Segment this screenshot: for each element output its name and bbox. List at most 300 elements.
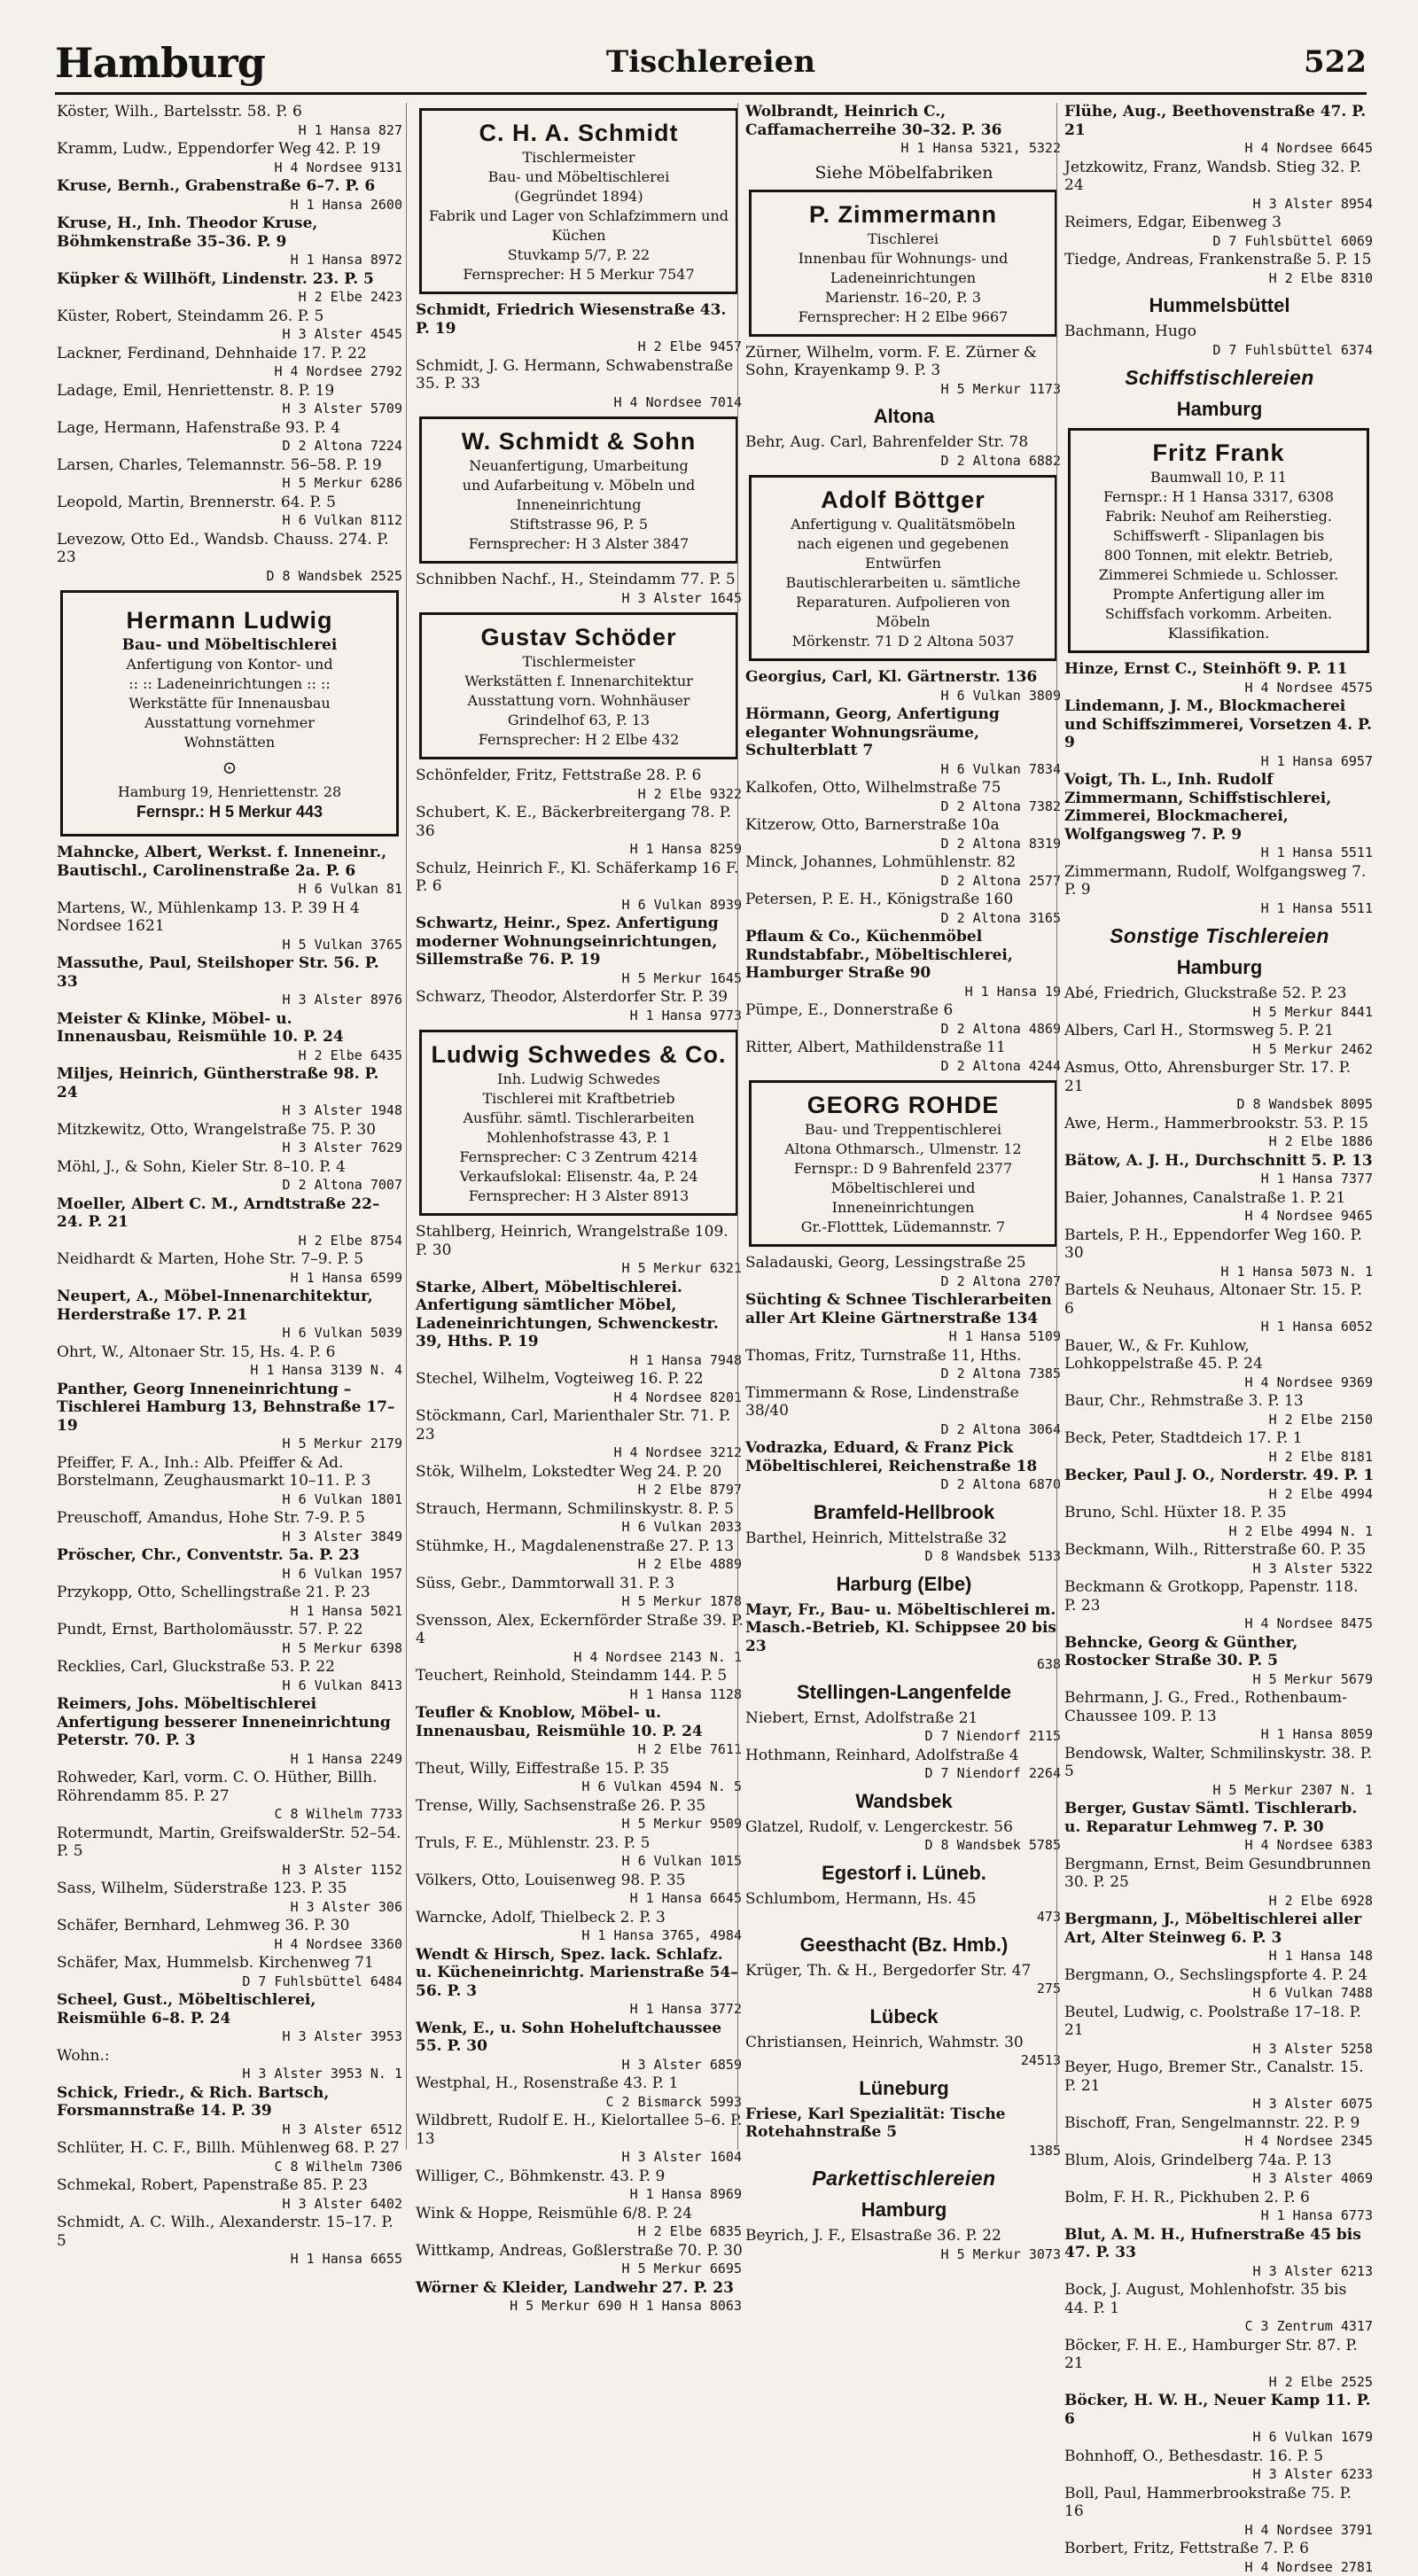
entry-name: Bätow, A. J. H., Durchschnitt 5. P. 13	[1064, 1152, 1375, 1171]
entry-phone: H 2 Elbe 8310	[1064, 269, 1375, 288]
entry-phone: H 6 Vulkan 3809	[745, 687, 1063, 705]
entry-name: Voigt, Th. L., Inh. Rudolf Zimmermann, Schiffstischlerei, Zimmerei, Blockmacherei, Wolfgangsweg 7. P. 9	[1064, 771, 1375, 844]
entry-phone: H 1 Hansa 1128	[416, 1685, 744, 1704]
directory-entry	[1064, 2281, 1375, 2336]
entry-phone: H 4 Nordsee 9369	[1064, 1374, 1375, 1392]
entry-phone: D 2 Altona 7385	[745, 1365, 1063, 1383]
ad-text-line: Fernspr.: D 9 Bahrenfeld 2377	[759, 1159, 1048, 1179]
section-heading: Schiffstischlereien	[1064, 364, 1375, 391]
entry-phone: H 3 Alster 1948	[57, 1101, 404, 1120]
section-heading: Geesthacht (Bz. Hmb.)	[745, 1932, 1063, 1958]
entry-phone: H 2 Elbe 7611	[416, 1740, 744, 1759]
directory-entry	[1064, 1467, 1375, 1503]
entry-name: Stühmke, H., Magdalenenstraße 27. P. 13	[416, 1537, 744, 1556]
entry-phone: D 2 Altona 4244	[745, 1057, 1063, 1076]
ad-text-line: (Gegründet 1894)	[429, 187, 728, 206]
entry-phone: H 5 Merkur 2307 N. 1	[1064, 1781, 1375, 1800]
entry-phone: H 5 Vulkan 3765	[57, 936, 404, 954]
entry-name: Stök, Wilhelm, Lokstedter Weg 24. P. 20	[416, 1463, 744, 1482]
entry-phone: H 3 Alster 6233	[1064, 2465, 1375, 2484]
entry-phone: H 1 Hansa 3139 N. 4	[57, 1361, 404, 1380]
directory-entry	[57, 1621, 404, 1657]
entry-phone: H 6 Vulkan 8112	[57, 511, 404, 530]
entry-name: Wink & Hoppe, Reismühle 6/8. P. 24	[416, 2205, 744, 2223]
ad-text-line: Marienstr. 16–20, P. 3	[759, 288, 1048, 307]
entry-phone: H 3 Alster 6213	[1064, 2262, 1375, 2281]
directory-entry	[57, 844, 404, 899]
entry-phone: H 1 Hansa 8059	[1064, 1725, 1375, 1744]
entry-phone: H 6 Vulkan 1015	[416, 1852, 744, 1871]
entry-phone: D 8 Wandsbek 5785	[745, 1836, 1063, 1855]
entry-name: Scheel, Gust., Möbeltischlerei, Reismühle 6–8. P. 24	[57, 1991, 404, 2027]
entry-phone: D 7 Niendorf 2115	[745, 1727, 1063, 1746]
entry-phone: H 6 Vulkan 1801	[57, 1490, 404, 1509]
entry-name: Beutel, Ludwig, c. Poolstraße 17–18. P. 21	[1064, 2004, 1375, 2040]
entry-name: Schubert, K. E., Bäckerbreitergang 78. P. 36	[416, 804, 744, 840]
entry-name: Kruse, Bernh., Grabenstraße 6–7. P. 6	[57, 177, 404, 196]
entry-name: Larsen, Charles, Telemannstr. 56–58. P. 19	[57, 456, 404, 475]
directory-entry	[745, 1254, 1063, 1290]
entry-phone: H 3 Alster 6859	[416, 2056, 744, 2074]
ad-text-line: Tischlermeister	[429, 148, 728, 167]
ad-text-line: Fernsprecher: H 3 Alster 3847	[429, 534, 728, 554]
entry-name: Zürner, Wilhelm, vorm. F. E. Zürner & Sohn, Krayenkamp 9. P. 3	[745, 344, 1063, 380]
directory-entry	[57, 1343, 404, 1380]
directory-entry	[416, 1537, 744, 1574]
entry-phone: H 2 Elbe 4994 N. 1	[1064, 1522, 1375, 1541]
ad-text-line: Ausstattung vorn. Wohnhäuser	[429, 691, 728, 711]
ad-text-line: Fernsprecher: H 5 Merkur 7547	[429, 265, 728, 284]
ad-text-line: Mörkenstr. 71 D 2 Altona 5037	[759, 632, 1048, 651]
ad-company-name: Gustav Schöder	[429, 622, 728, 652]
entry-phone: D 2 Altona 7382	[745, 798, 1063, 816]
entry-name: Christiansen, Heinrich, Wahmstr. 30	[745, 2034, 1063, 2052]
entry-name: Hinze, Ernst C., Steinhöft 9. P. 11	[1064, 660, 1375, 679]
directory-entry	[1064, 1392, 1375, 1428]
ad-text-line: :: :: Ladeneinrichtungen :: ::	[70, 674, 389, 694]
entry-phone: 473	[745, 1908, 1063, 1926]
directory-entry	[57, 1065, 404, 1120]
entry-name: Zimmermann, Rudolf, Wolfgangsweg 7. P. 9	[1064, 863, 1375, 899]
entry-name: Tiedge, Andreas, Frankenstraße 5. P. 15	[1064, 251, 1375, 269]
directory-entry	[1064, 2448, 1375, 2484]
directory-entry	[416, 1500, 744, 1537]
directory-entry	[745, 668, 1063, 704]
section-heading: Stellingen-Langenfelde	[745, 1679, 1063, 1706]
entry-phone: H 2 Elbe 6435	[57, 1047, 404, 1065]
directory-entry	[745, 1709, 1063, 1746]
directory-entry	[1064, 1115, 1375, 1151]
entry-phone: H 5 Merkur 6398	[57, 1639, 404, 1658]
entry-name: Stöckmann, Carl, Marienthaler Str. 71. P. 23	[416, 1407, 744, 1444]
directory-entry	[416, 1872, 744, 1908]
directory-entry	[416, 301, 744, 356]
entry-name: Friese, Karl Spezialität: Tische Rotehahnstraße 5	[745, 2105, 1063, 2142]
ad-text-line: Werkstätte für Innenausbau	[70, 694, 389, 713]
directory-entry	[57, 954, 404, 1009]
entry-phone: D 7 Fuhlsbüttel 6374	[1064, 341, 1375, 360]
section-heading: Egestorf i. Lüneb.	[745, 1860, 1063, 1887]
directory-entry	[416, 1370, 744, 1406]
entry-name: Kalkofen, Otto, Wilhelmstraße 75	[745, 779, 1063, 798]
entry-name: Kitzerow, Otto, Barnerstraße 10a	[745, 816, 1063, 835]
directory-entry	[745, 344, 1063, 399]
directory-entry	[57, 1381, 404, 1453]
entry-name: Lage, Hermann, Hafenstraße 93. P. 4	[57, 419, 404, 438]
directory-entry	[416, 2279, 744, 2315]
directory-entry	[745, 1818, 1063, 1855]
entry-name: Mahncke, Albert, Werkst. f. Inneneinr., Bautischl., Carolinenstraße 2a. P. 6	[57, 844, 404, 880]
directory-entry	[416, 1704, 744, 1759]
directory-entry	[57, 103, 404, 139]
entry-phone: H 2 Elbe 8181	[1064, 1448, 1375, 1467]
entry-name: Wolbrandt, Heinrich C., Caffamacherreihe 30–32. P. 36	[745, 103, 1063, 139]
advertisement-box	[419, 1030, 738, 1216]
directory-entry	[416, 2205, 744, 2241]
ad-text-line: Grindelhof 63, P. 13	[429, 711, 728, 730]
entry-name: Schnibben Nachf., H., Steindamm 77. P. 5	[416, 571, 744, 589]
directory-entry	[745, 1890, 1063, 1926]
entry-phone: H 2 Elbe 8797	[416, 1481, 744, 1499]
entry-name: Borbert, Fritz, Fettstraße 7. P. 6	[1064, 2540, 1375, 2558]
entry-phone: H 5 Merkur 6286	[57, 474, 404, 493]
entry-name: Vodrazka, Eduard, & Franz Pick Möbeltischlerei, Reichenstraße 18	[745, 1439, 1063, 1475]
entry-name: Panther, Georg Inneneinrichtung – Tischlerei Hamburg 13, Behnstraße 17–19	[57, 1381, 404, 1436]
entry-phone: H 3 Alster 4545	[57, 325, 404, 344]
ad-text-line: Neuanfertigung, Umarbeitung	[429, 456, 728, 476]
directory-entry	[1064, 1634, 1375, 1689]
entry-phone: H 5 Merkur 6321	[416, 1259, 744, 1278]
ad-text-line: Fernsprecher: H 3 Alster 8913	[429, 1187, 728, 1206]
entry-name: Stechel, Wilhelm, Vogteiweg 16. P. 22	[416, 1370, 744, 1389]
ad-address: Hamburg 19, Henriettenstr. 28	[70, 782, 389, 802]
section-heading: Bramfeld-Hellbrook	[745, 1499, 1063, 1526]
directory-entry	[416, 1667, 744, 1703]
directory-entry	[57, 140, 404, 176]
entry-phone: D 7 Fuhlsbüttel 6069	[1064, 232, 1375, 251]
entry-name: Bendowsk, Walter, Schmilinskystr. 38. P. 5	[1064, 1745, 1375, 1781]
entry-name: Martens, W., Mühlenkamp 13. P. 39 H 4 Nordsee 1621	[57, 899, 404, 936]
directory-entry	[1064, 2540, 1375, 2576]
entry-name: Reimers, Edgar, Eibenweg 3	[1064, 214, 1375, 232]
entry-name: Pfeiffer, F. A., Inh.: Alb. Pfeiffer & Ad. Borstelmann, Zeughausmarkt 10–11. P. 3	[57, 1454, 404, 1490]
entry-phone: D 2 Altona 7007	[57, 1176, 404, 1195]
entry-phone: H 6 Vulkan 2033	[416, 1518, 744, 1537]
directory-entry	[745, 2105, 1063, 2160]
entry-name: Teufler & Knoblow, Möbel- u. Innenausbau, Reismühle 10. P. 24	[416, 1704, 744, 1740]
entry-phone: H 6 Vulkan 1957	[57, 1565, 404, 1584]
directory-entry	[57, 1991, 404, 2046]
ad-text-line: Inh. Ludwig Schwedes	[429, 1070, 728, 1089]
directory-entry	[1064, 2392, 1375, 2447]
ad-company-name: Adolf Böttger	[759, 485, 1048, 515]
directory-entry	[1064, 2004, 1375, 2058]
directory-entry	[1064, 159, 1375, 214]
directory-entry	[416, 1279, 744, 1370]
ad-text-line: 800 Tonnen, mit elektr. Betrieb,	[1078, 546, 1360, 565]
directory-entry	[1064, 1911, 1375, 1965]
entry-phone: H 3 Alster 5258	[1064, 2040, 1375, 2058]
ad-company-name: Hermann Ludwig	[70, 605, 389, 635]
entry-phone: H 1 Hansa 6599	[57, 1269, 404, 1288]
directory-entry	[1064, 251, 1375, 287]
entry-name: Lackner, Ferdinand, Dehnhaide 17. P. 22	[57, 345, 404, 363]
directory-entry	[1064, 1578, 1375, 1633]
entry-phone: H 3 Alster 3953	[57, 2027, 404, 2046]
entry-name: Thomas, Fritz, Turnstraße 11, Hths.	[745, 1347, 1063, 1366]
entry-phone: D 2 Altona 3064	[745, 1420, 1063, 1439]
entry-phone: D 7 Fuhlsbüttel 6484	[57, 1973, 404, 1991]
entry-name: Minck, Johannes, Lohmühlenstr. 82	[745, 853, 1063, 872]
entry-phone: H 5 Merkur 2462	[1064, 1040, 1375, 1059]
entry-name: Barthel, Heinrich, Mittelstraße 32	[745, 1529, 1063, 1548]
directory-entry	[745, 705, 1063, 778]
entry-phone: H 3 Alster 3849	[57, 1528, 404, 1546]
entry-phone: H 1 Hansa 2249	[57, 1750, 404, 1769]
entry-name: Behncke, Georg & Günther, Rostocker Straße 30. P. 5	[1064, 1634, 1375, 1670]
entry-name: Schmidt, Friedrich Wiesenstraße 43. P. 19	[416, 301, 744, 338]
entry-name: Bergmann, Ernst, Beim Gesundbrunnen 30. P. 25	[1064, 1856, 1375, 1892]
directory-entry	[745, 2034, 1063, 2070]
entry-name: Baier, Johannes, Canalstraße 1. P. 21	[1064, 1189, 1375, 1208]
directory-entry	[57, 2214, 404, 2269]
entry-name: Wildbrett, Rudolf E. H., Kielortallee 5–6. P. 13	[416, 2112, 744, 2148]
ad-text-line: Möbeltischlerei und	[759, 1179, 1048, 1198]
section-heading: Hummelsbüttel	[1064, 292, 1375, 319]
directory-entry	[1064, 1800, 1375, 1855]
entry-name: Westphal, H., Rosenstraße 43. P. 1	[416, 2074, 744, 2093]
directory-entry	[57, 2084, 404, 2139]
entry-name: Behrmann, J. G., Fred., Rothenbaum-Chaussee 109. P. 13	[1064, 1689, 1375, 1725]
entry-phone: H 4 Nordsee 2345	[1064, 2132, 1375, 2151]
directory-entry	[1064, 103, 1375, 158]
directory-entry	[745, 1039, 1063, 1075]
entry-phone: D 2 Altona 4869	[745, 1020, 1063, 1039]
entry-phone: D 2 Altona 6870	[745, 1475, 1063, 1494]
directory-entry	[57, 1158, 404, 1195]
directory-entry	[416, 1575, 744, 1611]
directory-entry	[57, 214, 404, 269]
entry-name: Schick, Friedr., & Rich. Bartsch, Forsmannstraße 14. P. 39	[57, 2084, 404, 2121]
header-section-title: Tischlereien	[55, 44, 1367, 80]
entry-name: Bock, J. August, Mohlenhofstr. 35 bis 44. P. 1	[1064, 2281, 1375, 2317]
entry-name: Schmidt, A. C. Wilh., Alexanderstr. 15–17. P. 5	[57, 2214, 404, 2250]
section-heading: Altona	[745, 403, 1063, 430]
entry-phone: H 3 Alster 7629	[57, 1139, 404, 1157]
entry-name: Köster, Wilh., Bartelsstr. 58. P. 6	[57, 103, 404, 121]
directory-entry	[1064, 1966, 1375, 2003]
entry-phone: D 2 Altona 3165	[745, 909, 1063, 928]
ad-text-line: Ausführ. sämtl. Tischlerarbeiten	[429, 1109, 728, 1128]
ad-company-name: GEORG ROHDE	[759, 1090, 1048, 1120]
directory-entry	[416, 804, 744, 859]
directory-entry	[1064, 1429, 1375, 1466]
directory-entry	[1064, 863, 1375, 918]
directory-entry	[1064, 984, 1375, 1021]
ad-text-line: Bau- und Treppentischlerei	[759, 1120, 1048, 1140]
directory-entry	[1064, 2058, 1375, 2113]
directory-entry	[57, 2139, 404, 2175]
ad-text-line: Fabrik: Neuhof am Reiherstieg.	[1078, 507, 1360, 526]
ad-text-line: Wohnstätten	[70, 733, 389, 752]
directory-entry	[1064, 697, 1375, 770]
ad-text-line: Ausstattung vornehmer	[70, 713, 389, 733]
directory-entry	[416, 571, 744, 607]
header-city: Hamburg	[55, 39, 265, 87]
ornament-circle-icon: ⊙	[70, 758, 389, 777]
directory-entry	[1064, 1504, 1375, 1540]
entry-name: Schönfelder, Fritz, Fettstraße 28. P. 6	[416, 767, 744, 785]
entry-phone: H 2 Elbe 6928	[1064, 1892, 1375, 1911]
advertisement-box	[60, 590, 399, 837]
entry-phone: H 2 Elbe 2423	[57, 288, 404, 307]
directory-entry	[416, 860, 744, 914]
entry-phone: H 6 Vulkan 8413	[57, 1677, 404, 1695]
directory-entry	[57, 1288, 404, 1342]
entry-phone: H 1 Hansa 3765, 4984	[416, 1926, 744, 1945]
column-1	[57, 103, 404, 2150]
entry-phone: H 3 Alster 1645	[416, 589, 744, 608]
entry-phone: H 1 Hansa 5511	[1064, 844, 1375, 862]
entry-name: Behr, Aug. Carl, Bahrenfelder Str. 78	[745, 433, 1063, 452]
directory-entry	[57, 1769, 404, 1824]
directory-entry	[1064, 1281, 1375, 1336]
directory-entry	[57, 1917, 404, 1953]
directory-entry	[416, 1946, 744, 2019]
entry-phone: H 2 Elbe 4889	[416, 1555, 744, 1574]
entry-name: Kruse, H., Inh. Theodor Kruse, Böhmkenstraße 35–36. P. 9	[57, 214, 404, 251]
entry-name: Pümpe, E., Donnerstraße 6	[745, 1001, 1063, 1020]
ad-text-line: Inneneinrichtungen	[759, 1198, 1048, 1218]
entry-name: Wohn.:	[57, 2047, 404, 2066]
advertisement-box	[749, 190, 1057, 337]
entry-name: Mayr, Fr., Bau- u. Möbeltischlerei m. Masch.-Betrieb, Kl. Schippsee 20 bis 23	[745, 1601, 1063, 1656]
entry-phone: H 5 Merkur 1173	[745, 380, 1063, 399]
ad-text-line: Gr.-Flotttek, Lüdemannstr. 7	[759, 1218, 1048, 1237]
entry-name: Levezow, Otto Ed., Wandsb. Chauss. 274. P. 23	[57, 531, 404, 567]
directory-entry	[1064, 1745, 1375, 1800]
entry-phone: H 6 Vulkan 8939	[416, 896, 744, 914]
directory-entry	[1064, 1022, 1375, 1058]
entry-phone: D 2 Altona 7224	[57, 437, 404, 455]
directory-entry	[57, 1658, 404, 1694]
entry-name: Küster, Robert, Steindamm 26. P. 5	[57, 307, 404, 326]
entry-name: Pflaum & Co., Küchenmöbel Rundstabfabr., Möbeltischlerei, Hamburger Straße 90	[745, 928, 1063, 983]
entry-phone: H 5 Merkur 5679	[1064, 1670, 1375, 1689]
directory-entry	[1064, 660, 1375, 697]
entry-name: Strauch, Hermann, Schmilinskystr. 8. P. 5	[416, 1500, 744, 1519]
entry-phone: H 3 Alster 6075	[1064, 2095, 1375, 2113]
section-heading: Lübeck	[745, 2004, 1063, 2030]
section-heading: Hamburg	[1064, 396, 1375, 423]
entry-name: Schwarz, Theodor, Alsterdorfer Str. P. 39	[416, 988, 744, 1007]
entry-name: Süchting & Schnee Tischlerarbeiten aller Art Kleine Gärtnerstraße 134	[745, 1291, 1063, 1327]
ad-text-line: Tischlerei mit Kraftbetrieb	[429, 1089, 728, 1109]
section-heading: Hamburg	[745, 2197, 1063, 2223]
entry-name: Beck, Peter, Stadtdeich 17. P. 1	[1064, 1429, 1375, 1448]
entry-phone: C 3 Zentrum 4317	[1064, 2317, 1375, 2336]
directory-entry	[57, 419, 404, 455]
entry-phone: H 3 Alster 5709	[57, 400, 404, 418]
directory-entry	[57, 1546, 404, 1583]
entry-phone: H 1 Hansa 6655	[57, 2250, 404, 2269]
entry-name: Petersen, P. E. H., Königstraße 160	[745, 891, 1063, 909]
entry-phone: H 4 Nordsee 8475	[1064, 1615, 1375, 1633]
entry-name: Hothmann, Reinhard, Adolfstraße 4	[745, 1747, 1063, 1765]
entry-phone: H 3 Alster 4069	[1064, 2169, 1375, 2188]
entry-name: Ohrt, W., Altonaer Str. 15, Hs. 4. P. 6	[57, 1343, 404, 1362]
entry-phone: H 2 Elbe 8754	[57, 1232, 404, 1250]
directory-entry	[745, 816, 1063, 852]
entry-name: Baur, Chr., Rehmstraße 3. P. 13	[1064, 1392, 1375, 1411]
entry-phone: D 2 Altona 2577	[745, 872, 1063, 891]
ad-company-name: P. Zimmermann	[759, 199, 1048, 230]
entry-name: Böcker, F. H. E., Hamburger Str. 87. P. 21	[1064, 2337, 1375, 2373]
entry-name: Wittkamp, Andreas, Goßlerstraße 70. P. 30	[416, 2242, 744, 2261]
page-header	[55, 35, 1367, 94]
directory-entry	[57, 307, 404, 344]
entry-name: Bischoff, Fran, Sengelmannstr. 22. P. 9	[1064, 2114, 1375, 2133]
section-heading: Lüneburg	[745, 2075, 1063, 2102]
entry-name: Kramm, Ludw., Eppendorfer Weg 42. P. 19	[57, 140, 404, 159]
entry-name: Bachmann, Hugo	[1064, 323, 1375, 341]
advertisement-box	[419, 612, 738, 759]
directory-entry	[1064, 1337, 1375, 1392]
directory-entry	[57, 899, 404, 954]
directory-entry	[57, 382, 404, 418]
entry-name: Bolm, F. H. R., Pickhuben 2. P. 6	[1064, 2189, 1375, 2207]
entry-name: Hörmann, Georg, Anfertigung eleganter Wohnungsräume, Schulterblatt 7	[745, 705, 1063, 760]
ad-text-line: Zimmerei Schmiede u. Schlosser.	[1078, 565, 1360, 585]
entry-name: Williger, C., Böhmkenstr. 43. P. 9	[416, 2167, 744, 2186]
directory-entry	[745, 1747, 1063, 1783]
directory-entry	[745, 1291, 1063, 1346]
entry-phone: H 6 Vulkan 4594 N. 5	[416, 1778, 744, 1796]
directory-entry	[1064, 2152, 1375, 2188]
entry-phone: H 4 Nordsee 4575	[1064, 679, 1375, 697]
entry-name: Saladauski, Georg, Lessingstraße 25	[745, 1254, 1063, 1272]
entry-phone: H 4 Nordsee 3791	[1064, 2521, 1375, 2540]
entry-name: Rohweder, Karl, vorm. C. O. Hüther, Billh. Röhrendamm 85. P. 27	[57, 1769, 404, 1805]
entry-name: Miljes, Heinrich, Güntherstraße 98. P. 24	[57, 1065, 404, 1101]
advertisement-box	[749, 1080, 1057, 1247]
entry-phone: H 4 Nordsee 9131	[57, 159, 404, 177]
entry-phone: H 1 Hansa 3772	[416, 2000, 744, 2019]
directory-entry	[57, 177, 404, 214]
directory-entry	[57, 1509, 404, 1545]
ad-text-line: Entwürfen	[759, 554, 1048, 573]
entry-phone: 275	[745, 1980, 1063, 1998]
entry-name: Albers, Carl H., Stormsweg 5. P. 21	[1064, 1022, 1375, 1040]
ad-text-line: Fabrik und Lager von Schlafzimmern und Küchen	[429, 206, 728, 245]
entry-phone: H 1 Hansa 8259	[416, 840, 744, 859]
directory-entry	[57, 270, 404, 307]
entry-phone: H 4 Nordsee 6383	[1064, 1836, 1375, 1855]
directory-entry	[1064, 1689, 1375, 1744]
directory-entry	[1064, 323, 1375, 359]
directory-entry	[1064, 1541, 1375, 1577]
ad-text-line: Schiffswerft - Slipanlagen bis	[1078, 526, 1360, 546]
entry-name: Glatzel, Rudolf, v. Lengerckestr. 56	[745, 1818, 1063, 1837]
section-heading: Hamburg	[1064, 954, 1375, 981]
ad-company-name: Fritz Frank	[1078, 438, 1360, 468]
ad-text-line: Reparaturen. Aufpolieren von	[759, 593, 1048, 612]
entry-phone: H 1 Hansa 6957	[1064, 752, 1375, 771]
directory-entry	[416, 2020, 744, 2074]
entry-name: Wendt & Hirsch, Spez. lack. Schlafz. u. Kücheneinrichtg. Marienstraße 54–56. P. 3	[416, 1946, 744, 2001]
entry-phone: H 4 Nordsee 2792	[57, 362, 404, 381]
entry-name: Pröscher, Chr., Conventstr. 5a. P. 23	[57, 1546, 404, 1565]
